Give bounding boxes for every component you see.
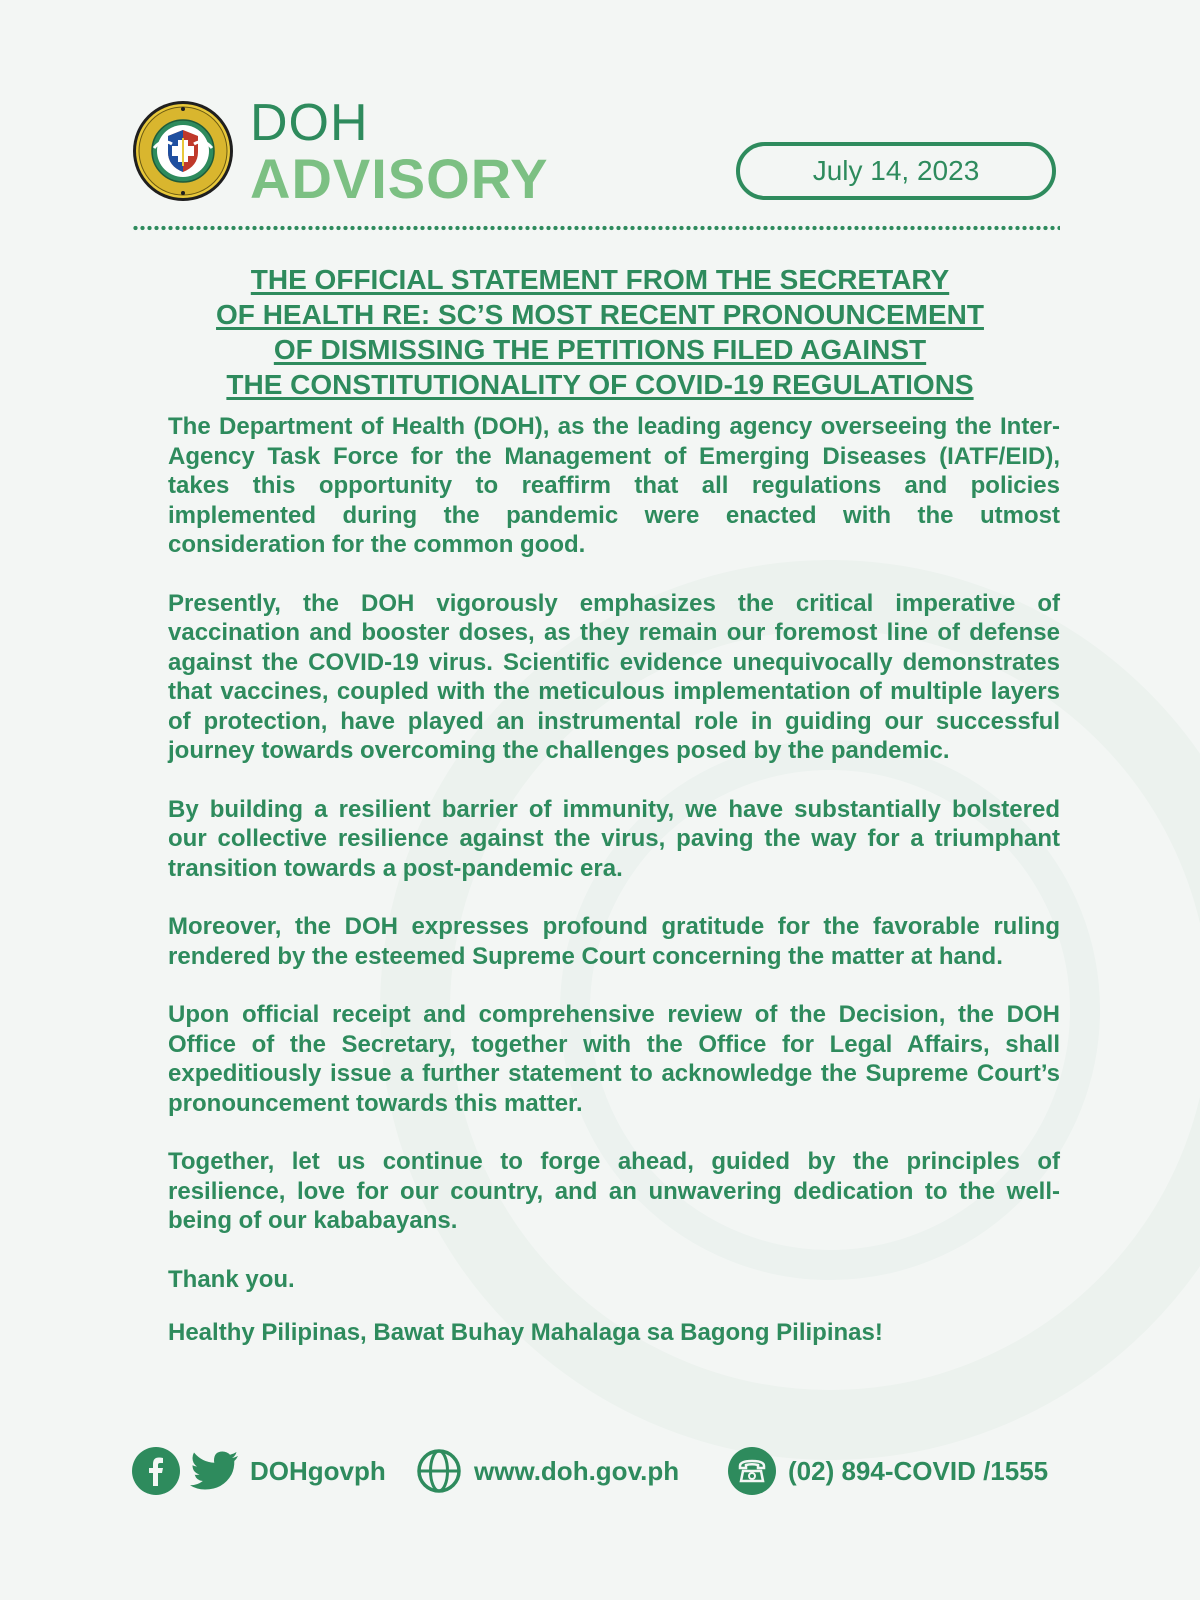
paragraph-3: By building a resilient barrier of immunity, we have substantially bolstered our collective resilience against the virus, paving the way for a triumphant transition towards a post-pandemic era. — [168, 795, 1060, 882]
advisory-title — [250, 96, 548, 208]
title-doh: DOH — [250, 94, 369, 152]
phone-icon — [728, 1447, 776, 1495]
social-handle[interactable]: DOHgovph — [250, 1455, 386, 1486]
hotline[interactable] — [728, 1446, 1048, 1496]
paragraph-1: The Department of Health (DOH), as the leading agency overseeing the Inter-Agency Task Force for the Management of Emerging Diseases (IATF/EID), takes this opportunity to reaffirm that all regulations and policies implemented during the pandemic were enacted with the utmost consideration for the common good. — [168, 413, 1060, 558]
phone-number[interactable]: (02) 894-COVID /1555 — [788, 1455, 1049, 1486]
date-badge — [736, 142, 1056, 200]
headline-line-1: THE OFFICIAL STATEMENT FROM THE SECRETARY — [250, 264, 950, 295]
website-url[interactable]: www.doh.gov.ph — [474, 1455, 680, 1486]
dotted-divider — [132, 224, 1060, 232]
advisory-header — [132, 96, 1068, 216]
title-advisory: ADVISORY — [250, 147, 549, 210]
headline-line-3: OF DISMISSING THE PETITIONS FILED AGAINST — [273, 334, 927, 365]
paragraph-5: Upon official receipt and comprehensive review of the Decision, the DOH Office of the Secretary, together with the Office for Legal Affairs, shall expeditiously issue a further statement to acknowledge the Supreme Court’s pronouncement towards this matter. — [168, 1001, 1060, 1117]
headline-line-2: OF HEALTH RE: SC’S MOST RECENT PRONOUNCEMENT — [216, 299, 984, 330]
headline-line-4: THE CONSTITUTIONALITY OF COVID-19 REGULATIONS — [226, 369, 974, 400]
website-link[interactable] — [416, 1446, 679, 1496]
facebook-icon[interactable] — [132, 1447, 180, 1495]
thank-you: Thank you. — [168, 1265, 295, 1293]
advisory-date: July 14, 2023 — [812, 155, 980, 186]
statement-body — [168, 412, 1060, 1372]
paragraph-2: Presently, the DOH vigorously emphasizes the critical imperative of vaccination and booster doses, as they remain our foremost line of defense against the COVID-19 virus. Scientific evidence unequivocally demonstrates that vaccines, coupled with the meticulous implementation of multiple layers of protection, have played an instrumental role in guiding our successful journey towards overcoming the challenges posed by the pandemic. — [168, 589, 1060, 764]
statement-headline — [132, 262, 1068, 402]
contact-footer — [132, 1446, 1068, 1496]
twitter-icon[interactable] — [190, 1450, 240, 1492]
social-facebook[interactable] — [132, 1446, 180, 1496]
paragraph-4: Moreover, the DOH expresses profound gratitude for the favorable ruling rendered by the esteemed Supreme Court concerning the matter at hand. — [168, 913, 1060, 970]
globe-icon — [416, 1448, 462, 1494]
doh-seal-logo — [132, 100, 234, 202]
paragraph-6: Together, let us continue to forge ahead, guided by the principles of resilience, love for our country, and an unwavering dedication to the well-being of our kababayans. — [168, 1148, 1060, 1234]
slogan: Healthy Pilipinas, Bawat Buhay Mahalaga sa Bagong Pilipinas! — [168, 1319, 883, 1346]
social-twitter[interactable] — [190, 1446, 240, 1496]
